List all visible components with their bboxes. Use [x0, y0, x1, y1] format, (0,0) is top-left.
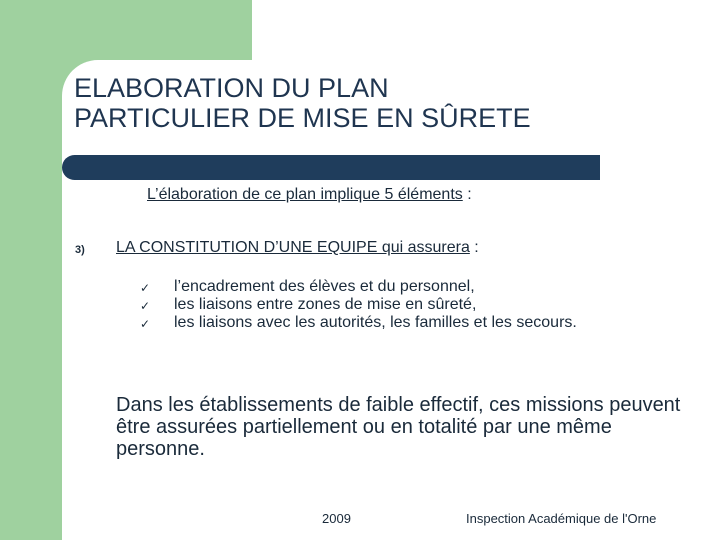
intro-suffix: :	[462, 186, 472, 203]
slide-title	[74, 73, 694, 133]
slide-title-line1: ELABORATION DU PLAN	[74, 73, 389, 103]
bullet-text: les liaisons avec les autorités, les familles et les secours.	[174, 314, 577, 331]
item-number: 3)	[75, 244, 85, 256]
check-icon: ✓	[140, 317, 151, 331]
item-heading-suffix: :	[469, 239, 479, 256]
bullet-text: les liaisons entre zones de mise en sûreté,	[174, 296, 477, 313]
list-item	[140, 296, 610, 314]
intro-underlined: L’élaboration de ce plan implique 5 éléments	[147, 186, 463, 203]
bullet-list	[140, 278, 610, 332]
list-item	[140, 278, 610, 296]
footer-year: 2009	[322, 511, 351, 526]
intro-text	[147, 186, 472, 204]
bullet-text: l’encadrement des élèves et du personnel,	[174, 278, 475, 295]
item-heading-underlined: LA CONSTITUTION D’UNE EQUIPE qui assurera	[116, 239, 470, 256]
item-heading	[116, 239, 479, 257]
list-item	[140, 314, 610, 332]
title-divider-bar	[62, 155, 600, 180]
check-icon: ✓	[140, 281, 151, 295]
body-paragraph: Dans les établissements de faible effectif, ces missions peuvent être assurées partiellement ou en totalité par une même personne.	[116, 394, 681, 460]
footer-organization: Inspection Académique de l'Orne	[466, 511, 657, 526]
slide-title-line2: PARTICULIER DE MISE EN SÛRETE	[74, 103, 531, 133]
check-icon: ✓	[140, 299, 151, 313]
